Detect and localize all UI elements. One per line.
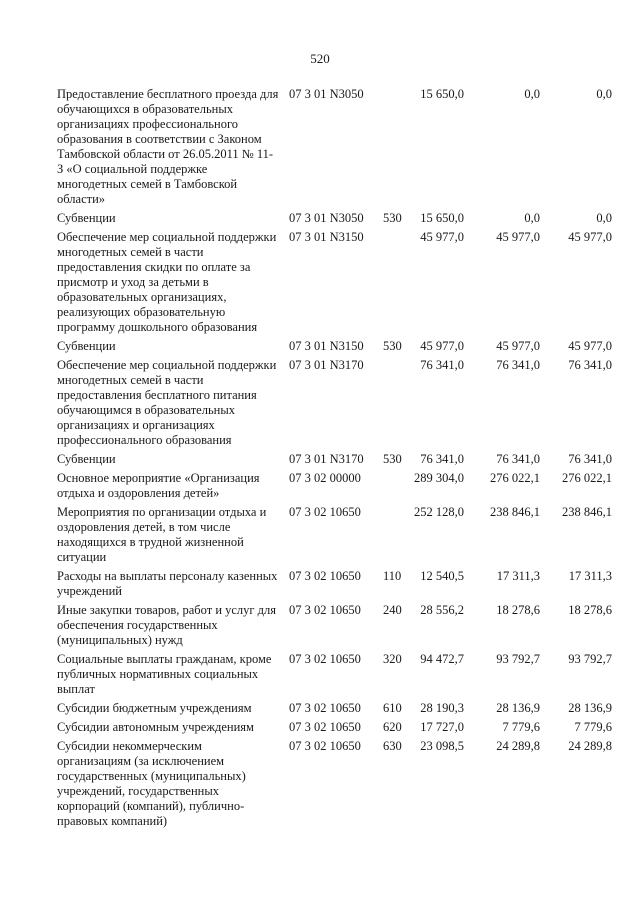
row-code: 07 3 02 10650 [289, 569, 361, 583]
row-code: 07 3 02 10650 [289, 720, 361, 734]
row-value-2: 76 341,0 [496, 452, 540, 466]
row-value-2: 45 977,0 [496, 339, 540, 353]
table-row [57, 505, 617, 565]
row-name: Расходы на выплаты персоналу казенных учреждений [57, 569, 278, 598]
row-value-3: 76 341,0 [568, 452, 612, 466]
row-value-2: 7 779,6 [502, 720, 540, 734]
row-value-3: 238 846,1 [562, 505, 612, 519]
row-name: Субсидии бюджетным учреждениям [57, 701, 252, 715]
row-name: Субвенции [57, 211, 116, 225]
row-value-1: 23 098,5 [420, 739, 464, 753]
row-value-2: 276 022,1 [490, 471, 540, 485]
row-code: 07 3 02 10650 [289, 652, 361, 666]
row-value-1: 17 727,0 [420, 720, 464, 734]
row-code: 07 3 01 N3050 [289, 211, 364, 225]
row-value-3: 45 977,0 [568, 230, 612, 244]
row-value-2: 238 846,1 [490, 505, 540, 519]
row-name: Мероприятия по организации отдыха и оздоровления детей, в том числе находящихся в трудной жизненной ситуации [57, 505, 267, 564]
page-number: 520 [310, 51, 330, 66]
row-value-1: 28 190,3 [420, 701, 464, 715]
row-expense-type: 110 [383, 569, 402, 583]
row-name: Обеспечение мер социальной поддержки многодетных семей в части предоставления скидки по оплате за присмотр и уход за детьми в образовательных организациях, реализующих образовательную программу дошкольного образования [57, 230, 277, 334]
row-value-2: 17 311,3 [496, 569, 540, 583]
row-value-2: 18 278,6 [496, 603, 540, 617]
table-row [57, 720, 617, 735]
row-value-3: 0,0 [596, 87, 612, 101]
budget-table [57, 87, 617, 833]
table-row [57, 603, 617, 648]
row-code: 07 3 02 00000 [289, 471, 361, 485]
row-expense-type: 240 [383, 603, 402, 617]
row-value-2: 28 136,9 [496, 701, 540, 715]
row-code: 07 3 02 10650 [289, 739, 361, 753]
row-name: Субсидии автономным учреждениям [57, 720, 254, 734]
row-name: Основное мероприятие «Организация отдыха и оздоровления детей» [57, 471, 260, 500]
row-expense-type: 530 [383, 452, 402, 466]
row-value-3: 76 341,0 [568, 358, 612, 372]
row-value-1: 15 650,0 [420, 87, 464, 101]
row-name: Предоставление бесплатного проезда для обучающихся в образовательных организациях профессионального образования в соответствии с Законом Тамбовской области от 26.05.2011 № 11-З «О социальной поддержке многодетных семей в Тамбовской области» [57, 87, 279, 206]
table-row [57, 452, 617, 467]
row-value-1: 252 128,0 [414, 505, 464, 519]
row-code: 07 3 01 N3150 [289, 230, 364, 244]
row-value-2: 24 289,8 [496, 739, 540, 753]
row-code: 07 3 01 N3050 [289, 87, 364, 101]
table-row [57, 739, 617, 829]
row-expense-type: 530 [383, 339, 402, 353]
row-value-1: 76 341,0 [420, 358, 464, 372]
row-value-1: 76 341,0 [420, 452, 464, 466]
row-code: 07 3 01 N3150 [289, 339, 364, 353]
row-expense-type: 320 [383, 652, 402, 666]
row-value-3: 18 278,6 [568, 603, 612, 617]
row-value-3: 45 977,0 [568, 339, 612, 353]
row-name: Субвенции [57, 452, 116, 466]
table-row [57, 211, 617, 226]
row-code: 07 3 01 N3170 [289, 358, 364, 372]
row-value-1: 45 977,0 [420, 230, 464, 244]
row-value-2: 45 977,0 [496, 230, 540, 244]
row-value-3: 24 289,8 [568, 739, 612, 753]
row-value-3: 93 792,7 [568, 652, 612, 666]
row-value-2: 0,0 [524, 211, 540, 225]
table-row [57, 569, 617, 599]
table-row [57, 358, 617, 448]
row-value-3: 17 311,3 [568, 569, 612, 583]
row-value-1: 45 977,0 [420, 339, 464, 353]
row-name: Иные закупки товаров, работ и услуг для обеспечения государственных (муниципальных) нужд [57, 603, 277, 647]
row-value-1: 94 472,7 [420, 652, 464, 666]
row-code: 07 3 02 10650 [289, 505, 361, 519]
table-row [57, 701, 617, 716]
row-name: Обеспечение мер социальной поддержки многодетных семей в части предоставления бесплатного питания обучающимся в образовательных организациях и организациях профессионального образования [57, 358, 277, 447]
table-row [57, 230, 617, 335]
row-value-3: 0,0 [596, 211, 612, 225]
row-name: Субвенции [57, 339, 116, 353]
row-value-1: 28 556,2 [420, 603, 464, 617]
row-value-2: 93 792,7 [496, 652, 540, 666]
row-code: 07 3 01 N3170 [289, 452, 364, 466]
row-name: Социальные выплаты гражданам, кроме публичных нормативных социальных выплат [57, 652, 272, 696]
row-expense-type: 630 [383, 739, 402, 753]
row-value-1: 289 304,0 [414, 471, 464, 485]
row-expense-type: 610 [383, 701, 402, 715]
row-value-2: 76 341,0 [496, 358, 540, 372]
row-value-3: 276 022,1 [562, 471, 612, 485]
row-code: 07 3 02 10650 [289, 701, 361, 715]
row-value-1: 15 650,0 [420, 211, 464, 225]
row-expense-type: 620 [383, 720, 402, 734]
table-row [57, 652, 617, 697]
row-expense-type: 530 [383, 211, 402, 225]
row-code: 07 3 02 10650 [289, 603, 361, 617]
table-row [57, 87, 617, 207]
table-row [57, 339, 617, 354]
table-row [57, 471, 617, 501]
row-value-2: 0,0 [524, 87, 540, 101]
row-value-3: 7 779,6 [574, 720, 612, 734]
row-value-1: 12 540,5 [420, 569, 464, 583]
row-name: Субсидии некоммерческим организациям (за исключением государственных (муниципальных) учреждений, государственных корпораций (компаний), публично-правовых компаний) [57, 739, 246, 828]
row-value-3: 28 136,9 [568, 701, 612, 715]
